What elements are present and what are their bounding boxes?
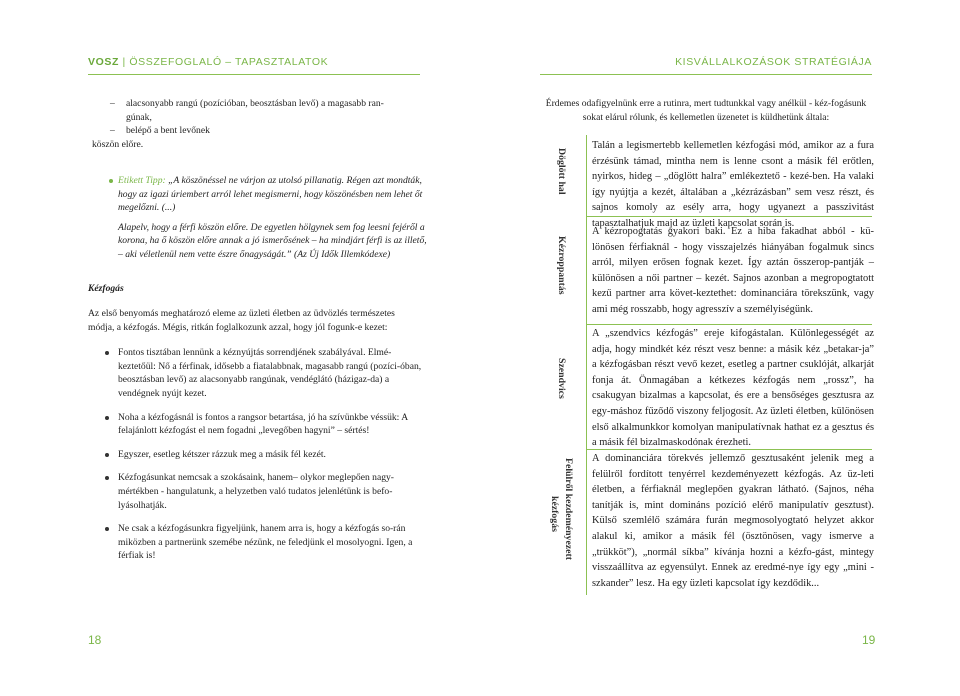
row-text: A dominanciára törekvés jellemző gesztusaként jelenik meg a felülről fordított tenyérrel kezdeményezett kézfogás. Az üz-leti életben, a férfiaknál meglepően gyakran látható. (Sajnos, néha tanítják is, mint domináns pozíció elérő manipulatív gesztust). Külső szemlélő számára furán megmosolyogtató helyzet akkor alakul ki, amikor a másik fél (ösztönösen, vagy ismerve a „trükköt”), „normál síkba” kívánja hozni a kézfo-gást, mintegy visszaállítva az egyensúlyt. Ennek az eredmé-nye így egy „mini - szkander” lesz. Ha egy üzleti kapcsolat így kezdődik... — [592, 453, 874, 589]
page-number: 19 — [862, 633, 876, 647]
side-heading: Kézfogás — [88, 283, 124, 294]
tip-text: „A köszönéssel ne várjon az utolsó pillanatig. Régen azt mondták, hogy az igazi úriembert arról lehet megismerni, hogy köszönésben nem lehet őt megelőzni. (...) — [118, 175, 423, 214]
row-text: Talán a legismertebb kellemetlen kézfogási mód, amikor az a fura érzésünk támad, mintha nem is lenne csont a másik fél erőtlen, nyirkos, hideg – „döglött halra” emlékeztető - kezé-ben. Ha valaki így nyújtja a kezét, általában a „kézrázásban” sem vesz részt, és sajnos komoly az esély arra, hogy ugyanezt a passzivitást tapasztalhatjuk majd az üzleti kapcsolat során is. — [592, 140, 874, 229]
tip-label: Etikett Tipp: — [118, 175, 166, 186]
list-item — [88, 471, 422, 512]
intro-paragraph: Az első benyomás meghatározó eleme az üzleti életben az üdvözlés természetes módja, a kézfogás. Mégis, ritkán foglalkozunk azzal, hogy jól fogunk-e kezet: — [88, 308, 395, 333]
row-label-felulrol-l1: Felülről kezdeményezett — [563, 458, 574, 561]
list-item-text: Ne csak a kézfogásunkra figyeljünk, hanem arra is, hogy a kézfogás so-rán miközben a partnerünk szemébe nézünk, ne feledjünk el mosolyogni. Igen, a férfiak is! — [118, 523, 413, 562]
dash-item-text: alacsonyabb rangú (pozícióban, beosztásban levő) a magasabb ran- — [126, 98, 384, 109]
table-divider — [586, 324, 872, 325]
list-item — [88, 411, 422, 438]
dash-list — [88, 97, 420, 151]
etiquette-quote: Alapelv, hogy a férfi köszön előre. De egyetlen hölgynek sem fog leesni fejéről a korona, ha ő köszön előre annak a jó ismerősének – ha mindjárt férfi is az illető, – aki véletlenül nem vette észre őnagyságát.” (Az Új Idők Illemkódexe) — [118, 221, 427, 260]
list-item-text: Egyszer, esetleg kétszer rázzuk meg a másik fél kezét. — [118, 448, 326, 460]
bullet-icon — [105, 453, 109, 457]
dash-item — [88, 97, 420, 111]
list-item-text: Noha a kézfogásnál is fontos a rangsor betartása, jó ha szívünkbe véssük: A felajánlott kézfogást el nem fogadni „levegőben hagyni” – sértés! — [118, 411, 408, 437]
header-rule — [540, 74, 872, 75]
greeting-line: köszön előre. — [92, 138, 144, 150]
list-item — [88, 346, 422, 400]
running-header-right: KISVÁLLALKOZÁSOK STRATÉGIÁJA — [675, 56, 872, 68]
dash-item — [88, 124, 420, 138]
list-item — [88, 448, 422, 462]
section-title: | ÖSSZEFOGLALÓ – TAPASZTALATOK — [119, 56, 329, 68]
etiquette-tip — [118, 174, 428, 215]
row-label-felulrol-l2: kézfogás — [549, 496, 560, 532]
row-label-kezroppantas: Kézroppantás — [556, 236, 567, 295]
row-label-szendvics: Szendvics — [556, 358, 567, 399]
header-rule — [88, 74, 420, 75]
running-header-left — [88, 56, 328, 68]
row-text: A kézropogtatás gyakori baki. Ez a hiba fakadhat abból - kü-lönösen férfiaknál - hogy visszajelzés hiányában fogalmuk sincs arról, milyen erősen fognak kezet. Így aztán összerop-pantják – különösen a női partner – kezét. Sajnos azonban a megropogtatott kezű partner arra követ-keztethet: dominanciára törekszünk, vagy ami még rosszabb, hogy agresszív a személyiségünk. — [592, 226, 874, 315]
dash-item-cont: gúnak, — [126, 111, 152, 123]
etiquette-tip-box — [118, 174, 428, 262]
bullet-icon — [105, 476, 109, 480]
page-number: 18 — [88, 633, 102, 647]
body-left — [88, 307, 422, 563]
table-vertical-rule — [586, 135, 587, 595]
bullet-icon — [105, 416, 109, 420]
brand-label: VOSZ — [88, 56, 119, 68]
dash-item-text: belépő a bent levőnek — [126, 125, 210, 137]
row-label-dogott-hal: Döglött hal — [556, 148, 567, 195]
tip-bullet-icon — [109, 179, 113, 183]
bullet-icon — [105, 527, 109, 531]
row-text: A „szendvics kézfogás” ereje kifogástalan. Különlegességét az adja, hogy mindkét kéz részt vesz benne: a másik kéz „betakar-ja” a kézfogásban részt vevő kezet, esetleg a partner csuklóját, alkarját fonja át. Önmagában a kétkezes kézfogás nem „rossz”, ha csakugyan bizalmas a kapcsolat, és ere a bensőséges gesztusra az egy-máshoz fűződő viszony feljogosít. Az üzleti életben, különösen első alkalmunkkor komolyan manipulatívnak hathat ez a gesztus és a másik fél bizalmaskodónak érezheti. — [592, 328, 874, 449]
list-item-text: Fontos tisztában lennünk a kéznyújtás sorrendjének szabályával. Elmé-keztetőül: Nő a férfinak, idősebb a fiatalabbnak, magasabb rangú (pozíci-óban, beosztásban levő) az alacsonyabb rangúnak, vendéglátó (házigaz-da) a vendégnek nyújt kezet. — [118, 347, 422, 399]
bullet-icon — [105, 351, 109, 355]
intro-paragraph-right: Érdemes odafigyelnünk erre a rutinra, mert tudtunkkal vagy anélkül - kéz-fogásunk sokat elárul rólunk, és kellemetlen üzenetet is küldhetünk általa: — [545, 98, 867, 123]
bullet-list — [88, 346, 422, 563]
list-item — [88, 522, 422, 563]
list-item-text: Kézfogásunkat nemcsak a szokásaink, hanem– olykor meglepően nagy-mértékben - hangulatunk, a helyzetben való tudatos jelenlétünk is befo-lyásolhatják. — [118, 472, 394, 511]
